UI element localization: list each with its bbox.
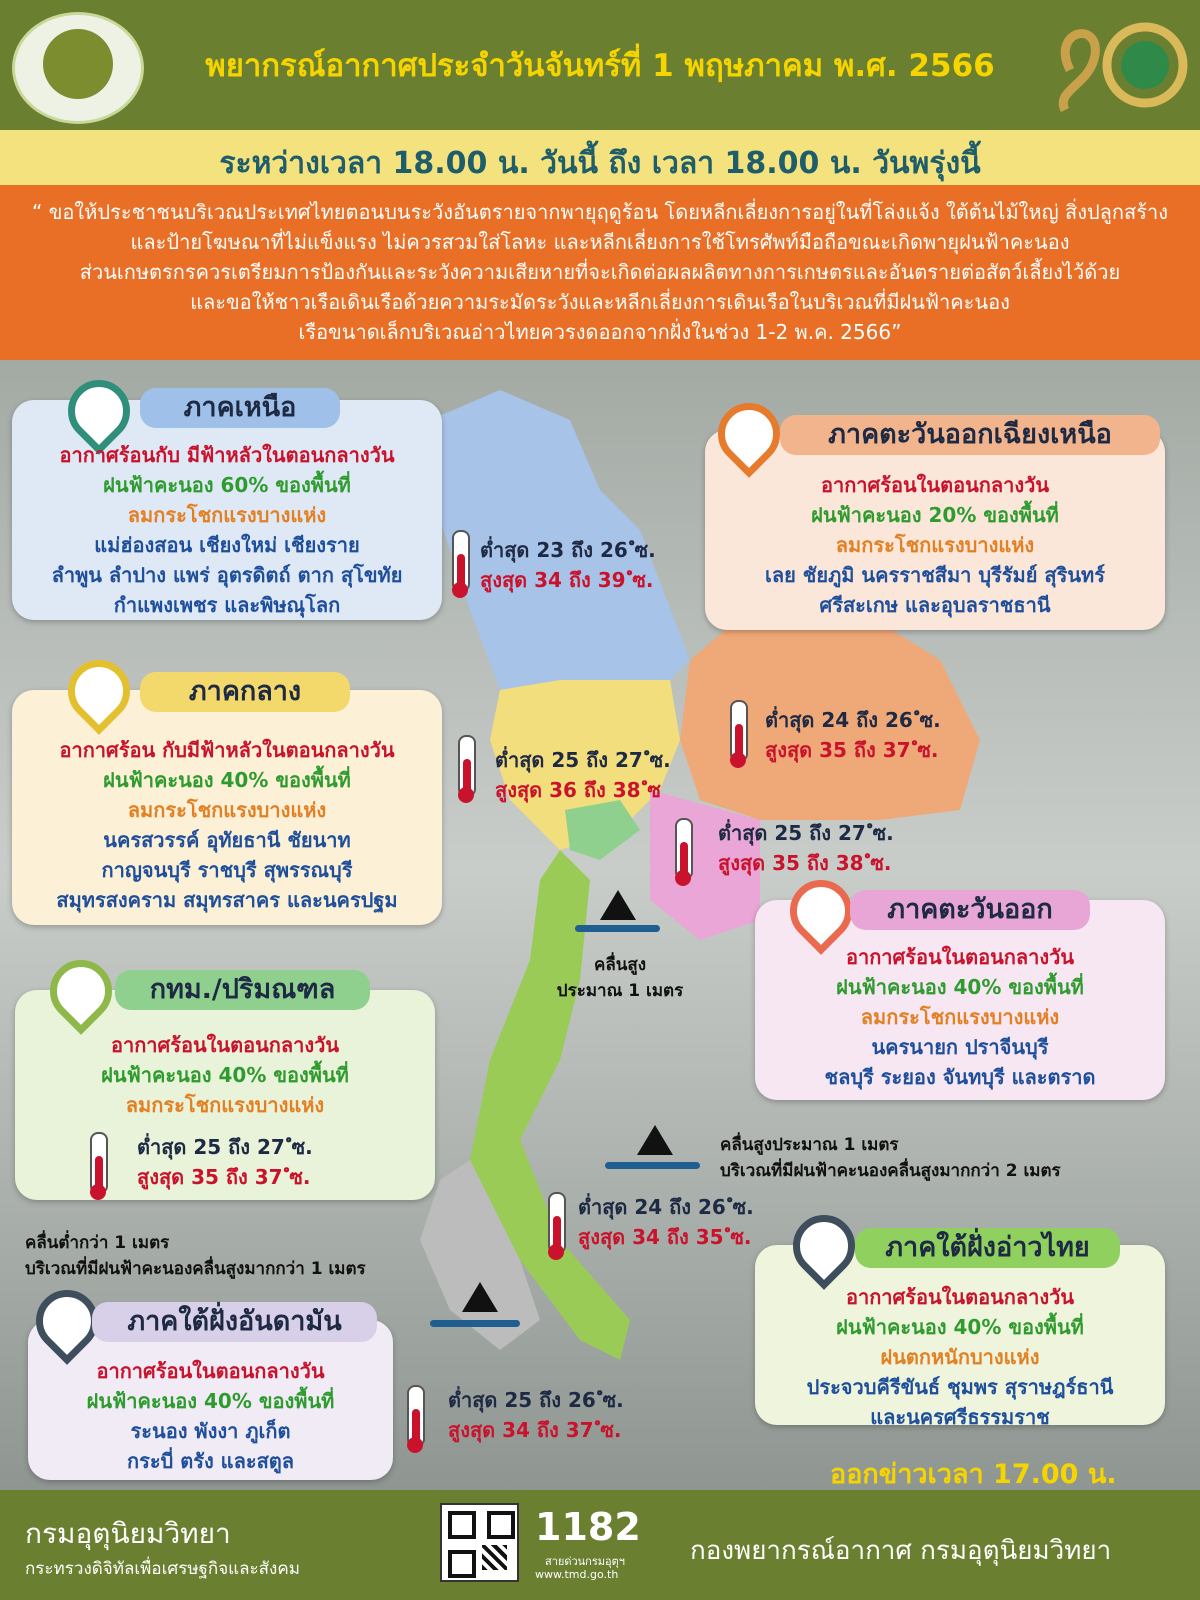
south-andaman-thermometer-icon [407, 1385, 425, 1447]
east-temp-min: ต่ำสุด 25 ถึง 27 ํซ. [718, 821, 894, 845]
warning-notice [30, 197, 1170, 347]
northeast-wind-line: ลมกระโชกแรงบางแห่ง [835, 533, 1035, 557]
north-provinces-line: กำแพงเพชร และพิษณุโลก [113, 593, 341, 617]
bangkok-weather-line: อากาศร้อนในตอนกลางวัน [110, 1033, 340, 1057]
central-temperature [495, 745, 671, 805]
forecast-period: ระหว่างเวลา 18.00 น. วันนี้ ถึง เวลา 18.00 น. วันพรุ่งนี้ [219, 146, 981, 181]
north-temp-min: ต่ำสุด 23 ถึง 26 ํซ. [480, 538, 656, 562]
south-andaman-temp-min: ต่ำสุด 25 ถึง 26 ํซ. [448, 1388, 624, 1412]
footer-division: กองพยากรณ์อากาศ กรมอุตุนิยมวิทยา [690, 1536, 1112, 1566]
north-forecast-text [12, 440, 442, 620]
central-rain-line: ฝนฟ้าคะนอง 40% ของพื้นที่ [103, 768, 351, 792]
east-temp-max: สูงสุด 35 ถึง 38 ํซ. [718, 851, 892, 875]
andaman-wave-line: บริเวณที่มีฝนฟ้าคะนองคลื่นสูงมากกว่า 1 เมตร [25, 1259, 366, 1279]
bangkok-region-tag: กทม./ปริมณฑล [115, 970, 370, 1010]
north-provinces-line: ลำพูน ลำปาง แพร่ อุตรดิตถ์ ตาก สุโขทัย [51, 563, 403, 587]
andaman-wave-note [25, 1230, 366, 1282]
south-gulf-region-tag: ภาคใต้ฝั่งอ่าวไทย [855, 1228, 1120, 1268]
lower-gulf-boat-icon [637, 1125, 673, 1155]
south-andaman-temperature [448, 1385, 624, 1445]
central-weather-line: อากาศร้อน กับมีฟ้าหลัวในตอนกลางวัน [59, 738, 395, 762]
bangkok-rain-line: ฝนฟ้าคะนอง 40% ของพื้นที่ [101, 1063, 349, 1087]
hotline-label: สายด่วนกรมอุตุฯ [545, 1555, 625, 1568]
upper-gulf-wave-line: คลื่นสูง [593, 955, 647, 975]
page-title: พยากรณ์อากาศประจำวันจันทร์ที่ 1 พฤษภาคม พ.ศ. 2566 [205, 48, 995, 84]
warning-line: ส่วนเกษตรกรควรเตรียมการป้องกันและระวังความเสียหายที่จะเกิดต่อผลผลิตทางการเกษตรและอันตรายต่อสัตว์เลี้ยงไว้ด้วย [79, 260, 1121, 284]
bangkok-temp-max: สูงสุด 35 ถึง 37 ํซ. [137, 1165, 311, 1189]
warning-line: “ ขอให้ประชาชนบริเวณประเทศไทยตอนบนระวังอันตรายจากพายุฤดูร้อน โดยหลีกเลี่ยงการอยู่ในที่โล่งแจ้ง ใต้ต้นไม้ใหญ่ สิ่งปลูกสร้าง [32, 200, 1168, 224]
south-andaman-provinces-line: กระบี่ ตรัง และสตูล [126, 1449, 295, 1473]
south-gulf-temp-min: ต่ำสุด 24 ถึง 26 ํซ. [578, 1195, 754, 1219]
footer-ministry: กระทรวงดิจิทัลเพื่อเศรษฐกิจและสังคม [25, 1559, 300, 1579]
south-gulf-heavy-rain-line: ฝนตกหนักบางแห่ง [880, 1345, 1040, 1369]
lower-gulf-wave-icon [605, 1162, 700, 1169]
andaman-wave-line: คลื่นต่ำกว่า 1 เมตร [25, 1233, 170, 1253]
south-andaman-provinces-line: ระนอง พังงา ภูเก็ต [130, 1419, 291, 1443]
north-region-tag: ภาคเหนือ [140, 388, 340, 428]
upper-gulf-wave-line: ประมาณ 1 เมตร [556, 981, 684, 1001]
andaman-boat-icon [462, 1282, 498, 1312]
east-temperature [718, 818, 894, 878]
bangkok-temperature [137, 1132, 313, 1192]
east-thermometer-icon [675, 818, 693, 880]
andaman-wave-icon [430, 1320, 520, 1327]
east-provinces-line: นครนายก ปราจีนบุรี [871, 1035, 1049, 1059]
ministry-logo [12, 12, 144, 124]
northeast-region-tag: ภาคตะวันออกเฉียงเหนือ [780, 415, 1160, 455]
central-provinces-line: กาญจนบุรี ราชบุรี สุพรรณบุรี [101, 858, 353, 882]
northeast-forecast-text [705, 470, 1165, 620]
lower-gulf-wave-line: คลื่นสูงประมาณ 1 เมตร [720, 1135, 899, 1155]
central-region-tag: ภาคกลาง [140, 672, 350, 712]
south-gulf-forecast-text [755, 1282, 1165, 1432]
upper-gulf-wave-note [540, 952, 700, 1004]
northeast-temp-max: สูงสุด 35 ถึง 37 ํซ. [765, 738, 939, 762]
south-andaman-region-tag: ภาคใต้ฝั่งอันดามัน [92, 1302, 377, 1342]
upper-gulf-boat-icon [600, 890, 636, 920]
northeast-thermometer-icon [730, 700, 748, 762]
south-gulf-rain-line: ฝนฟ้าคะนอง 40% ของพื้นที่ [836, 1315, 1084, 1339]
south-gulf-provinces-line: และนครศรีธรรมราช [870, 1405, 1050, 1429]
northeast-provinces-line: เลย ชัยภูมิ นครราชสีมา บุรีรัมย์ สุรินทร์ [765, 563, 1105, 587]
hotline-number: 1182 [535, 1505, 641, 1549]
east-rain-line: ฝนฟ้าคะนอง 40% ของพื้นที่ [836, 975, 1084, 999]
north-rain-line: ฝนฟ้าคะนอง 60% ของพื้นที่ [103, 473, 351, 497]
bangkok-forecast-text [15, 1030, 435, 1120]
warning-line: และป้ายโฆษณาที่ไม่แข็งแรง ไม่ควรสวมใส่โลหะ และหลีกเลี่ยงการใช้โทรศัพท์มือถือขณะเกิดพายุฝนฟ้าคะนอง [130, 230, 1070, 254]
upper-gulf-wave-icon [575, 925, 660, 932]
south-gulf-temp-max: สูงสุด 34 ถึง 35 ํซ. [578, 1225, 752, 1249]
northeast-weather-line: อากาศร้อนในตอนกลางวัน [820, 473, 1050, 497]
north-temperature [480, 535, 656, 595]
central-temp-max: สูงสุด 36 ถึง 38 ํซ [495, 778, 661, 802]
central-provinces-line: สมุทรสงคราม สมุทรสาคร และนครปฐม [56, 888, 398, 912]
central-thermometer-icon [458, 735, 476, 797]
northeast-temperature [765, 705, 941, 765]
central-forecast-text [12, 735, 442, 915]
east-provinces-line: ชลบุรี ระยอง จันทบุรี และตราด [824, 1065, 1096, 1089]
south-andaman-temp-max: สูงสุด 34 ถึง 37 ํซ. [448, 1418, 622, 1442]
website-link[interactable]: www.tmd.go.th [535, 1568, 619, 1581]
north-thermometer-icon [452, 530, 470, 592]
central-provinces-line: นครสวรรค์ อุทัยธานี ชัยนาท [103, 828, 351, 852]
south-andaman-weather-line: อากาศร้อนในตอนกลางวัน [96, 1359, 325, 1383]
south-gulf-temperature [578, 1192, 754, 1252]
warning-line: และขอให้ชาวเรือเดินเรือด้วยความระมัดระวังและหลีกเลี่ยงการเดินเรือในบริเวณที่มีฝนฟ้าคะนอง [190, 290, 1010, 314]
lower-gulf-wave-line: บริเวณที่มีฝนฟ้าคะนองคลื่นสูงมากกว่า 2 เมตร [720, 1161, 1061, 1181]
east-forecast-text [755, 942, 1165, 1092]
northeast-rain-line: ฝนฟ้าคะนอง 20% ของพื้นที่ [811, 503, 1059, 527]
south-gulf-thermometer-icon [548, 1192, 566, 1254]
north-temp-max: สูงสุด 34 ถึง 39 ํซ. [480, 568, 654, 592]
central-wind-line: ลมกระโชกแรงบางแห่ง [127, 798, 327, 822]
east-weather-line: อากาศร้อนในตอนกลางวัน [845, 945, 1075, 969]
northeast-provinces-line: ศรีสะเกษ และอุบลราชธานี [819, 593, 1051, 617]
bangkok-wind-line: ลมกระโชกแรงบางแห่ง [125, 1093, 325, 1117]
northeast-temp-min: ต่ำสุด 24 ถึง 26 ํซ. [765, 708, 941, 732]
footer-department: กรมอุตุนิยมวิทยา [25, 1517, 231, 1550]
warning-line: เรือขนาดเล็กบริเวณอ่าวไทยควรงดออกจากฝั่งในช่วง 1-2 พ.ค. 2566” [298, 320, 902, 344]
north-wind-line: ลมกระโชกแรงบางแห่ง [127, 503, 327, 527]
bangkok-thermometer-icon [90, 1132, 108, 1194]
east-region-tag: ภาคตะวันออก [850, 890, 1090, 930]
deity-emblem-icon [43, 29, 113, 99]
south-gulf-weather-line: อากาศร้อนในตอนกลางวัน [845, 1285, 1075, 1309]
lower-gulf-wave-note [720, 1132, 1061, 1184]
east-wind-line: ลมกระโชกแรงบางแห่ง [860, 1005, 1060, 1029]
qr-code-icon[interactable] [440, 1503, 519, 1582]
south-andaman-rain-line: ฝนฟ้าคะนอง 40% ของพื้นที่ [86, 1389, 335, 1413]
north-weather-line: อากาศร้อนกับ มีฟ้าหลัวในตอนกลางวัน [59, 443, 395, 467]
south-andaman-forecast-text [28, 1356, 393, 1476]
bangkok-temp-min: ต่ำสุด 25 ถึง 27 ํซ. [137, 1135, 313, 1159]
north-provinces-line: แม่ฮ่องสอน เชียงใหม่ เชียงราย [94, 533, 360, 557]
south-gulf-provinces-line: ประจวบคีรีขันธ์ ชุมพร สุราษฎร์ธานี [806, 1375, 1114, 1399]
issue-time: ออกข่าวเวลา 17.00 น. [830, 1459, 1117, 1490]
anniversary-logo [1050, 10, 1190, 120]
central-temp-min: ต่ำสุด 25 ถึง 27 ํซ. [495, 748, 671, 772]
